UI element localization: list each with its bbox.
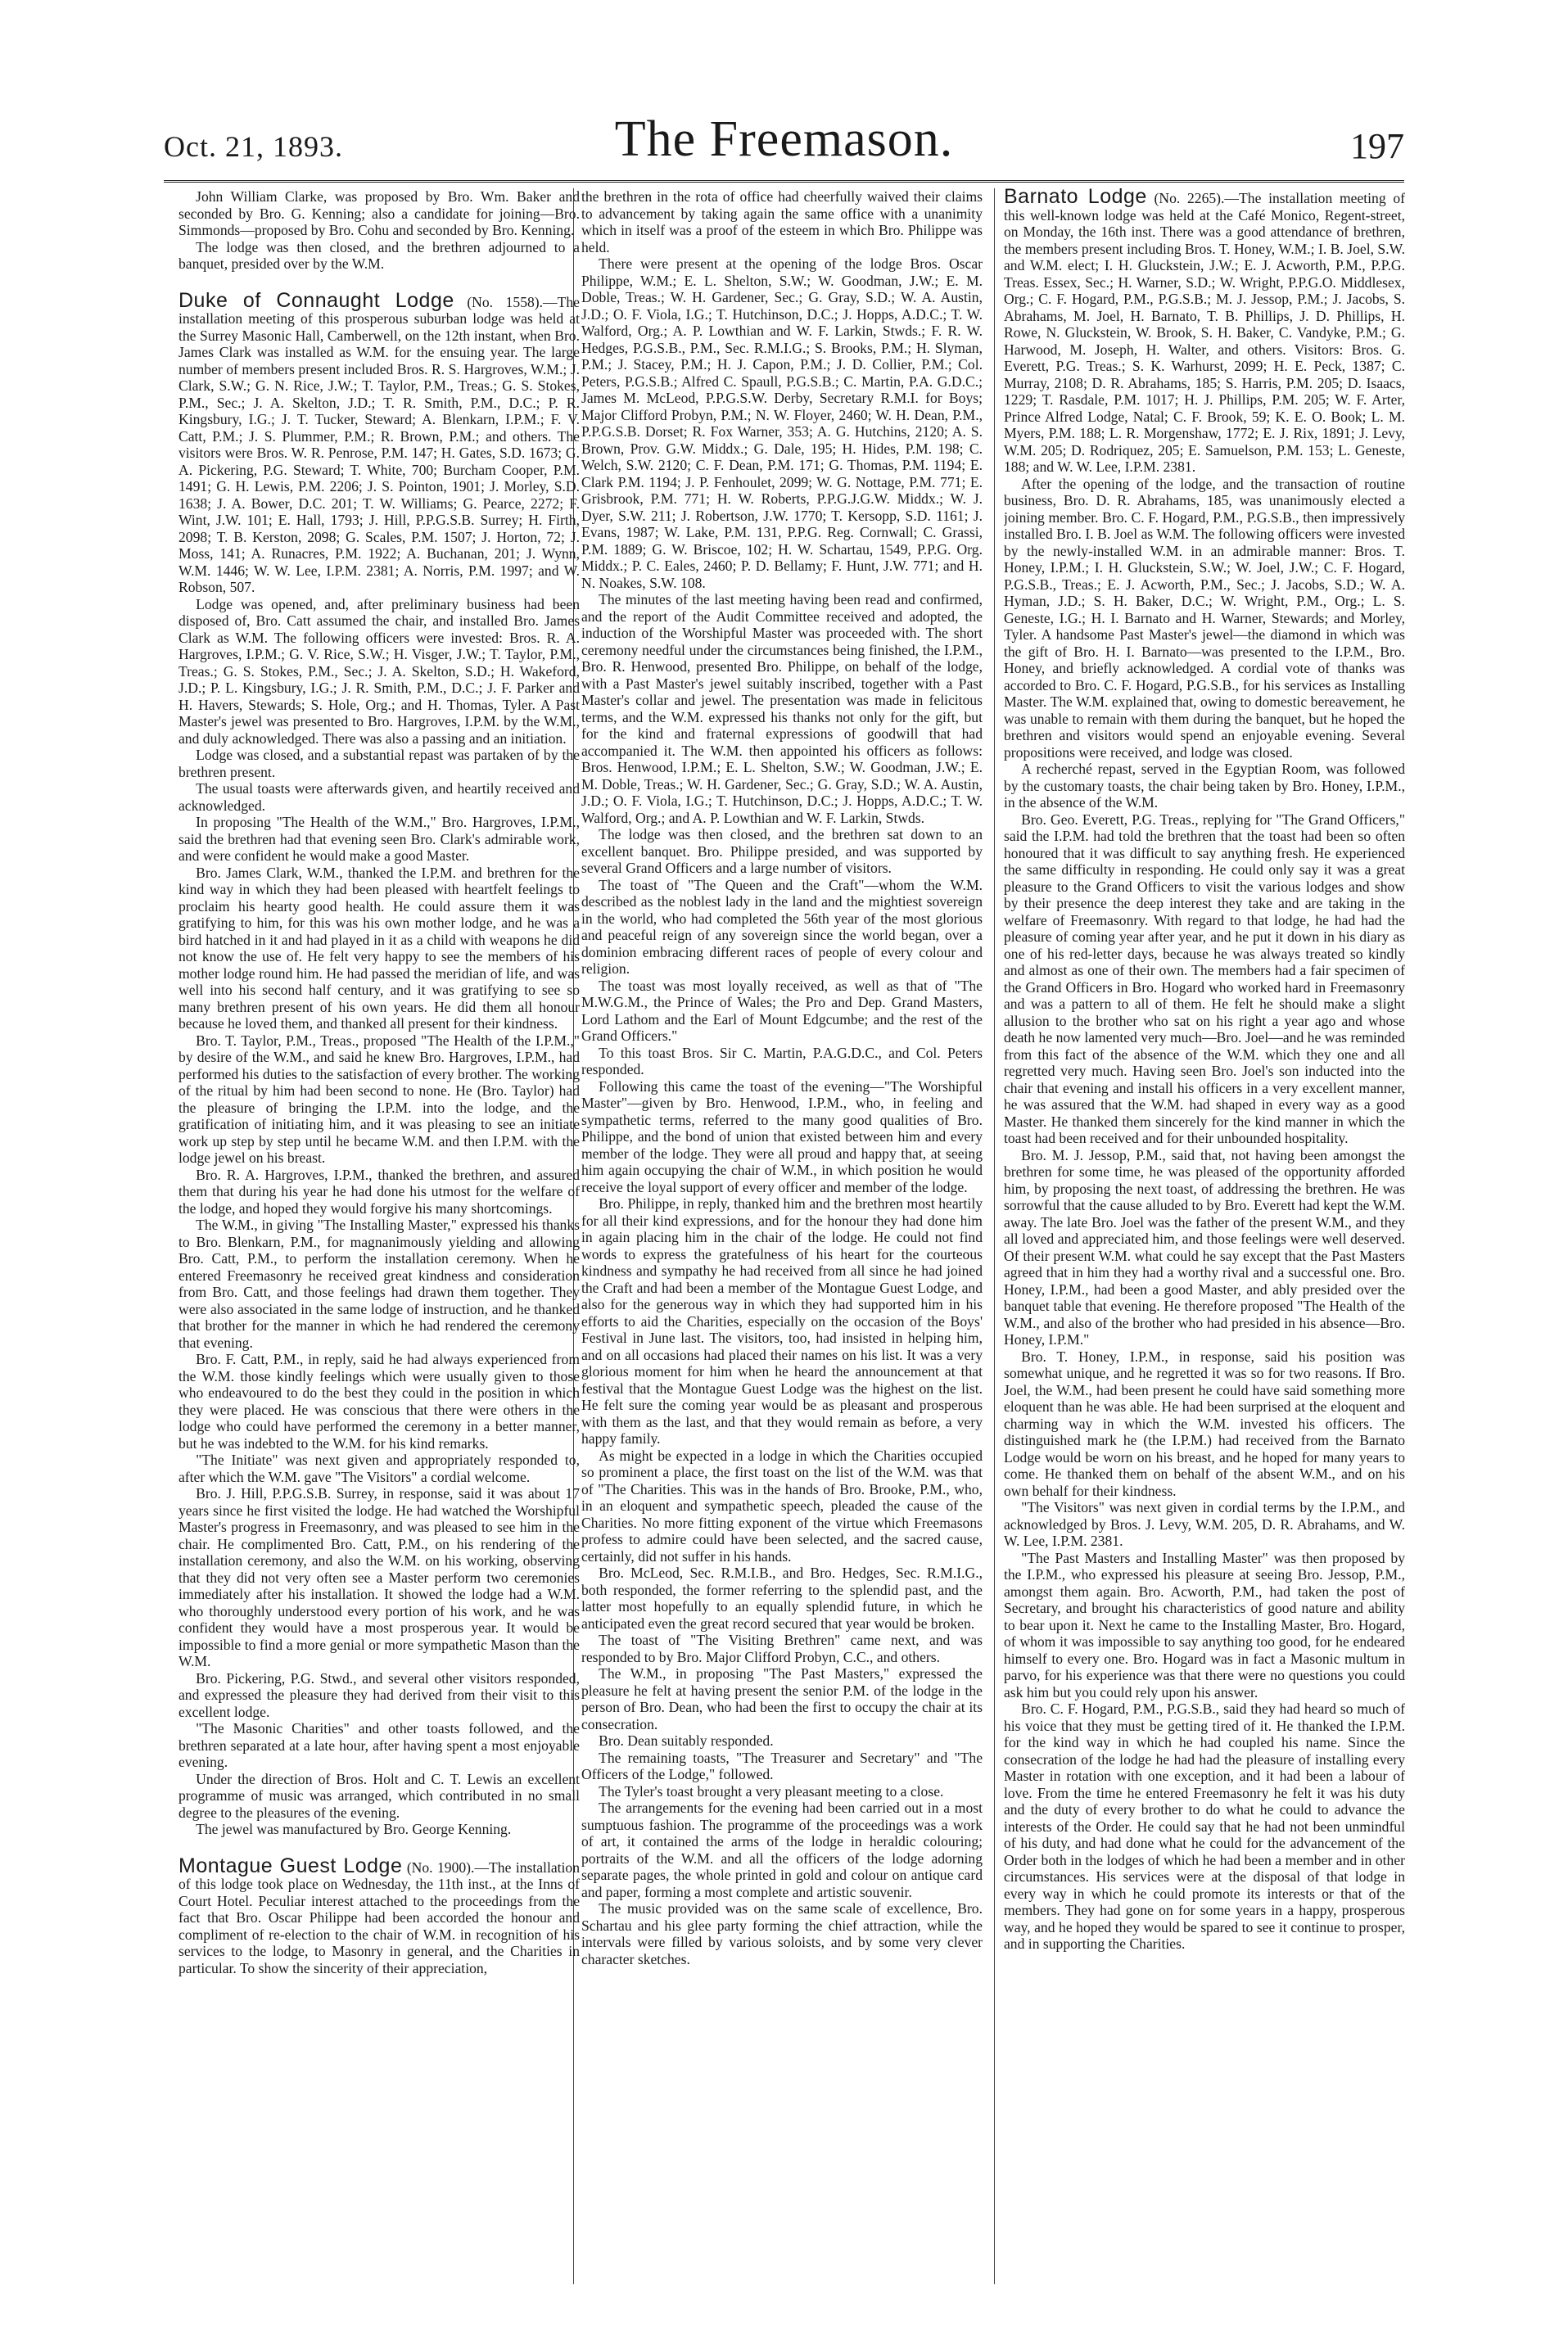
- column-divider: [994, 188, 995, 2284]
- article-paragraph: Bro. Dean suitably responded.: [599, 1732, 774, 1749]
- article-paragraph: Bro. Geo. Everett, P.G. Treas., replying for "The Grand Officers," said the I.P.M. had told the brethren that the toast had been so often honoured that it was difficult to say anything fresh. He experienced the same difficulty in responding. He could only say it was a great pleasure to the Grand Officers to visit the various lodges and show by their presence the deep interest they take and are taking in the welfare of Freemasonry. With regard to that lodge, he had had the pleasure of coming year after year, and he put it down in his diary as one of his red-letter days, because he was always treated so kindly and almost as one of their own. The members had a fair specimen of the Grand Officers in Bro. Hogard who worked hard in Freemasonry and was a pattern to all of them. He felt he should make a slight allusion to the brother who sat on his right a year ago and whose death he now lamented very much—Bro. Joel—and he was reminded from this fact of the absence of the W.M. which they one and all regretted very much. Having seen Bro. Joel's son inducted into the chair that evening and install his officers in a very excellent manner, he was assured that the W.M. had shaped in every way as a good Master. He thanked them sincerely for the kind manner in which the toast had been received and for their unbounded hospitality.: [1004, 811, 1405, 1146]
- column-1: [178, 188, 580, 2284]
- page-number: 197: [1350, 126, 1404, 166]
- article-paragraph: Bro. James Clark, W.M., thanked the I.P.M. and brethren for the kind way in which they had been pleased with heartfelt feelings to proclaim his hearty good health. He could assure them it was gratifying to him, for this was his own mother lodge, and he was a bird hatched in it and had played in it as a child with weapons he did not know the use of. He felt very happy to see the members of his mother lodge round him. He had passed the meridian of life, and was well into his second half century, and it was gratifying to see so many brethren present of his own years. He did them all honour because he loved them, and thanked all present for their kindness.: [178, 864, 580, 1032]
- paragraph-text: The installation of this lodge took place on Wednesday, the 11th inst., at the Inns of Court Hotel. Peculiar interest attached to the proceedings from the fact that Bro. Oscar Philippe had been accorded the honour and compliment of re-election to the chair of W.M. in recognition of his services to the lodge, to Masonry in general, and the Charities in particular. To show the sincerity of their appreciation,: [178, 1859, 580, 1976]
- article-paragraph: To this toast Bros. Sir C. Martin, P.A.G.D.C., and Col. Peters responded.: [581, 1044, 983, 1077]
- article-paragraph: The music provided was on the same scale of excellence, Bro. Schartau and his glee party forming the chief attraction, while the intervals were filled by various soloists, and by some very clever character sketches.: [581, 1900, 983, 1967]
- article-paragraph: The jewel was manufactured by Bro. George Kenning.: [196, 1821, 512, 1837]
- article-paragraph: The usual toasts were afterwards given, and heartily received and acknowledged.: [178, 780, 580, 814]
- article-paragraph: The Tyler's toast brought a very pleasant meeting to a close.: [599, 1782, 944, 1800]
- article-paragraph: Bro. T. Taylor, P.M., Treas., proposed "The Health of the I.P.M.," by desire of the W.M., and said he knew Bro. Hargroves, I.P.M., had performed his duties to the satisfaction of every brother. The working of the ritual by him had been second to none. He (Bro. Taylor) had the pleasure of bringing the I.P.M. into the lodge, and the gratification of initiating him, and it was pleasing to see an initiate work up step by step until he became W.M. and then I.P.M. with the lodge jewel on his breast.: [178, 1032, 580, 1166]
- article-paragraph: the brethren in the rota of office had cheerfully waived their claims to advancement by taking again the same office with a unanimity which in itself was a proof of the esteem in which Bro. Philippe was held.: [581, 188, 983, 255]
- issue-date: Oct. 21, 1893.: [164, 130, 343, 163]
- article-paragraph: Bro. F. Catt, P.M., in reply, said he had always experienced from the W.M. those kindly feelings which were usually given to those who endeavoured to do the best they could in the position in which they were placed. He was conscious that there were others in the lodge who could have performed the ceremony in a better manner, but he was indebted to the W.M. for his kind remarks.: [178, 1351, 580, 1452]
- article-paragraph: Lodge was opened, and, after preliminary business had been disposed of, Bro. Catt assumed the chair, and installed Bro. James Clark as W.M. The following officers were invested: Bros. R. A. Hargroves, I.P.M.; G. V. Rice, S.W.; H. Visger, J.W.; T. Taylor, P.M., Treas.; G. S. Stokes, P.M., Sec.; J. A. Skelton, S.D.; H. Wakeford, J.D.; P. L. Kingsbury, I.G.; J. R. Smith, P.M., D.C.; J. F. Parker and H. Havers, Stewards; S. Hole, Org.; and H. Thomas, Tyler. A Past Master's jewel was presented to Bro. Hargroves, I.P.M. by the W.M., and duly acknowledged. There was also a passing and an initiation.: [178, 595, 580, 747]
- article-paragraph: Bro. McLeod, Sec. R.M.I.B., and Bro. Hedges, Sec. R.M.I.G., both responded, the former referring to the splendid past, and the latter most hopefully to an equally splendid future, in which he anticipated even the great record secured that year would be broken.: [581, 1565, 983, 1632]
- article-paragraph: The W.M., in giving "The Installing Master," expressed his thanks to Bro. Blenkarn, P.M., for magnanimously yielding and allowing Bro. Catt, P.M., to perform the installation ceremony. When he entered Freemasonry he received great kindness and consideration from Bro. Catt, and those feelings had drawn them together. They were also associated in the same lodge of instruction, and he thanked that brother for the manner in which he had rendered the ceremony that evening.: [178, 1217, 580, 1351]
- paragraph-text: The installation meeting of this prosperous suburban lodge was held at the Surrey Masonic Hall, Camberwell, on the 12th instant, when Bro. James Clark was installed as W.M. for the ensuing year. The large number of members present included Bros. R. S. Hargroves, W.M.; J. Clark, S.W.; G. N. Rice, J.W.; T. Taylor, P.M., Treas.; G. S. Stokes, P.M., Sec.; J. A. Skelton, J.D.; T. R. Smith, P.M., D.C.; P. R. Kingsbury, I.G.; J. T. Tucker, Steward; A. Blenkarn, I.P.M.; F. V. Catt, P.M.; J. S. Plummer, P.M.; R. Brown, P.M.; and others. The visitors were Bros. W. R. Penrose, P.M. 147; H. Gates, S.D. 1673; G. A. Pickering, P.G. Steward; T. White, 700; Burcham Cooper, P.M. 1491; G. H. Lewis, P.M. 2206; J. S. Pointon, 1901; J. Morley, S.D. 1638; J. A. Bower, D.C. 201; T. W. Williams; G. Pearce, 2272; F. Wint, J.W. 101; E. Hall, 1793; J. Hill, P.P.G.S.B. Surrey; H. Firth, 2098; T. B. Kerston, 2098; G. Scales, P.M. 1507; J. Horton, 72; J. Moss, 141; A. Runacres, P.M. 1922; A. Buchanan, 201; J. Wynn, W.M. 1446; W. W. Lee, I.P.M. 2381; A. Norris, P.M. 1997; and W. Robson, 507.: [178, 293, 580, 595]
- article-paragraph: Bro. T. Honey, I.P.M., in response, said his position was somewhat unique, and he regretted it was so for two reasons. If Bro. Joel, the W.M., had been present he could have said something more eloquent than he was able. He had been surprised at the eloquent and charming way in which the W.M. invested his officers. The distinguished mark he (the I.P.M.) had received from the Barnato Lodge would be worn on his breast, and he hoped for many years to come. He thanked them on behalf of the absent W.M., and on his own behalf for their kindness.: [1004, 1348, 1405, 1499]
- article-paragraph: Bro. R. A. Hargroves, I.P.M., thanked the brethren, and assured them that during his year he had done his utmost for the welfare of the lodge, and hoped they would forgive his many shortcomings.: [178, 1166, 580, 1217]
- article-paragraph: Bro. C. F. Hogard, P.M., P.G.S.B., said they had heard so much of his voice that they must be getting tired of it. He thanked the I.P.M. for the kind way in which he had coupled his name. Since the consecration of the lodge he had had the pleasure of installing every Master in rotation with one exception, and it had been a labour of love. From the time he entered Freemasonry he felt it was his duty and the duty of every brother to do what he could to advance the interests of the Order. He could say that he had not been unmindful of his duty, and had done what he could for the advancement of the Order both in the lodges of which he had been a member and in other circumstances. His services were at the disposal of that lodge in every way in which he could promote its interests or that of the members. They had gone on for some years in a happy, prosperous way, and he hoped they would be spared to see it continue to prosper, and in supporting the Charities.: [1004, 1700, 1405, 1952]
- lodge-heading: Montague Guest Lodge: [178, 1854, 403, 1877]
- article-paragraph: Bro. Pickering, P.G. Stwd., and several other visitors responded, and expressed the pleasure they had derived from their visit to this excellent lodge.: [178, 1669, 580, 1720]
- article-paragraph: The lodge was then closed, and the brethren adjourned to a banquet, presided over by the W.M.: [178, 238, 580, 272]
- article-paragraph: In proposing "The Health of the W.M.," Bro. Hargroves, I.P.M., said the brethren had that evening seen Bro. Clark's admirable work, and were confident he would make a good Master.: [178, 814, 580, 864]
- article-lead-paragraph: [178, 1854, 580, 1977]
- article-paragraph: The minutes of the last meeting having been read and confirmed, and the report of the Audit Committee received and adopted, the induction of the Worshipful Master was proceeded with. The short ceremony needful under the circumstances being finished, the I.P.M., Bro. R. Henwood, presented Bro. Philippe, on behalf of the lodge, with a Past Master's jewel suitably inscribed, together with a Past Master's collar and jewel. The presentation was made in felicitous terms, and the W.M. expressed his thanks not only for the gift, but for the kind and fraternal expressions of goodwill that had accompanied it. The W.M. then appointed his officers as follows: Bros. Henwood, I.P.M.; E. L. Shelton, S.W.; W. Goodman, J.W.; E. M. Doble, Treas.; W. H. Gardener, Sec.; G. Gray, S.D.; W. A. Austin, J.D.; O. F. Viola, I.G.; T. Hutchinson, D.C.; J. Hopps, A.D.C.; T. W. Walford, Org.; and A. P. Lowthian and W. F. Larkin, Stwds.: [581, 591, 983, 826]
- article-paragraph: A recherché repast, served in the Egyptian Room, was followed by the customary toasts, the chair being taken by Bro. Honey, I.P.M., in the absence of the W.M.: [1004, 761, 1405, 811]
- article-paragraph: The toast of "The Queen and the Craft"—whom the W.M. described as the noblest lady in the land and the mightiest sovereign in the world, who had completed the 56th year of the most glorious and peaceful reign of any sovereign since the world began, over a dominion embracing different races of people of every colour and religion.: [581, 876, 983, 977]
- article-paragraph: "The Masonic Charities" and other toasts followed, and the brethren separated at a late hour, after having spent a most enjoyable evening.: [178, 1720, 580, 1770]
- article-paragraph: "The Past Masters and Installing Master" was then proposed by the I.P.M., who expressed his pleasure at seeing Bro. Jessop, P.M., amongst them again. Bro. Acworth, P.M., had taken the post of Secretary, and brought his characteristics of good nature and ability to bear upon it. Next he came to the Installing Master, Bro. Hogard, of whom it was impossible to say anything too good, for he endeared himself to every one. Bro. Hogard was in fact a Masonic multum in parvo, for his experience was that there were no questions you could ask him but you could rely upon his answer.: [1004, 1549, 1405, 1700]
- article-paragraph: The lodge was then closed, and the brethren sat down to an excellent banquet. Bro. Philippe presided, and was supported by several Grand Officers and a large number of visitors.: [581, 826, 983, 876]
- article-paragraph: Lodge was closed, and a substantial repast was partaken of by the brethren present.: [178, 747, 580, 780]
- lodge-heading: Barnato Lodge: [1004, 188, 1147, 208]
- article-paragraph: Bro. J. Hill, P.P.G.S.B. Surrey, in response, said it was about 17 years since he first visited the lodge. He had watched the Worshipful Master's progress in Freemasonry, and was pleased to see him in the chair. He complimented Bro. Catt, P.M., on his rendering of the installation ceremony, and also the W.M. on his working, observing that they did not very often see a Master perform two ceremonies immediately after his installation. It showed the lodge had a W.M. who thoroughly understood every portion of his work, and he was confident they would have a most prosperous year. It would be impossible to find a more genial or more sympathetic Mason than the W.M.: [178, 1485, 580, 1669]
- lodge-heading: Duke of Connaught Lodge: [178, 288, 454, 312]
- article-paragraph: Bro. Philippe, in reply, thanked him and the brethren most heartily for all their kind expressions, and for the honour they had done him in again placing him in the chair of the lodge. He could not find words to express the gratefulness of his heart for the courteous kindness and sympathy he had received from all since he had joined the Craft and had been a member of the Montague Guest Lodge, and also for the generous way in which they had supported him in his efforts to aid the Charities, especially on the occasion of the Boys' Festival in June last. The visitors, too, had insisted in helping him, and on all occasions had placed their names on his list. It was a very glorious moment for him when he heard the announcement at that festival that the Montague Guest Lodge was the highest on the list. He felt sure the coming year would be as pleasant and prosperous with them as the last, and that they would remain as before, a very happy family.: [581, 1195, 983, 1447]
- article-paragraph: The toast was most loyally received, as well as that of "The M.W.G.M., the Prince of Wales; the Pro and Dep. Grand Masters, Lord Lathom and the Earl of Mount Edgcumbe; and the rest of the Grand Officers.": [581, 977, 983, 1044]
- column-3: [1004, 188, 1405, 2284]
- article-paragraph: The W.M., in proposing "The Past Masters," expressed the pleasure he felt at having present the senior P.M. of the lodge in the person of Bro. Dean, who had been the first to occupy the chair at its consecration.: [581, 1665, 983, 1732]
- paragraph-text: The installation meeting of this well-known lodge was held at the Café Monico, Regent-street, on Monday, the 16th inst. There was a good attendance of brethren, the members present including Bros. T. Honey, W.M.; I. B. Joel, S.W. and W.M. elect; I. H. Gluckstein, J.W.; E. J. Acworth, P.M., P.P.G. Treas. Essex, Sec.; H. Warner, S.D.; W. Wright, P.P.G.O. Middlesex, Org.; C. F. Hogard, P.M., P.G.S.B.; M. J. Jessop, P.M.; J. Jacobs, S. Abrahams, M. Joel, H. Barnato, T. B. Phillips, J. D. Phillips, H. Rowe, N. Gluckstein, W. Brook, S. H. Baker, C. Vandyke, P.M.; G. Harwood, M. Joseph, H. Walter, and others. Visitors: Bros. G. Everett, P.G. Treas.; S. K. Warhurst, 2099; H. E. Peck, 1387; C. Murray, 2108; D. R. Abrahams, 185; S. Harris, P.M. 205; D. Isaacs, 1229; T. Rasdale, P.M. 1017; H. J. Phillips, P.M. 205; W. F. Arter, Prince Alfred Lodge, Natal; C. F. Brook, 59; K. E. O. Book; L. M. Myers, P.M. 188; L. R. Morgenshaw, 1772; E. J. Rix, 1891; J. Levy, W.M. 205; D. Rodriquez, 205; E. Samuelson, P.M. 153; L. Geneste, 188; and W. W. Lee, I.P.M. 2381.: [1004, 190, 1405, 475]
- masthead: [164, 111, 1404, 172]
- column-2: [581, 188, 983, 2284]
- lodge-number: (No. 1558).—: [467, 293, 558, 310]
- masthead-rule: [164, 180, 1404, 183]
- article-paragraph: The remaining toasts, "The Treasurer and Secretary" and "The Officers of the Lodge," followed.: [581, 1749, 983, 1782]
- publication-title: The Freemason.: [614, 111, 954, 167]
- article-paragraph: Bro. M. J. Jessop, P.M., said that, not having been amongst the brethren for some time, he was pleased of the opportunity afforded him, by proposing the next toast, of addressing the brethren. He was sorrowful that the cause alluded to by Bro. Everett had kept the W.M. away. The late Bro. Joel was the father of the present W.M., and they all loved and appreciated him, and those feelings were well deserved. Of their present W.M. what could he say except that the Past Masters agreed that in him they had a worthy rival and a successful one. Bro. Honey, I.P.M., had been a good Master, and ably presided over the banquet table that evening. He therefore proposed "The Health of the W.M., and also of the brother who had presided in his absence—Bro. Honey, I.P.M.": [1004, 1146, 1405, 1348]
- lodge-number: (No. 2265).—: [1154, 190, 1240, 206]
- article-paragraph: John William Clarke, was proposed by Bro. Wm. Baker and seconded by Bro. G. Kenning; also a candidate for joining—Bro. Simmonds—proposed by Bro. Cohu and seconded by Bro. Kenning.: [178, 188, 580, 238]
- article-lead-paragraph: [178, 288, 580, 596]
- lodge-number: (No. 1900).—: [406, 1859, 490, 1876]
- article-paragraph: Under the direction of Bros. Holt and C. T. Lewis an excellent programme of music was arranged, which contributed in no small degree to the pleasures of the evening.: [178, 1770, 580, 1821]
- article-paragraph: Following this came the toast of the evening—"The Worshipful Master"—given by Bro. Henwood, I.P.M., who, in feeling and sympathetic terms, referred to the many good qualities of Bro. Philippe, and the bond of union that existed between him and every member of the lodge. They were all proud and happy that, at seeing him again occupying the chair of W.M., in which position he would receive the loyal support of every officer and member of the lodge.: [581, 1077, 983, 1195]
- article-paragraph: "The Visitors" was next given in cordial terms by the I.P.M., and acknowledged by Bros. J. Levy, W.M. 205, D. R. Abrahams, and W. W. Lee, I.P.M. 2381.: [1004, 1499, 1405, 1549]
- article-paragraph: There were present at the opening of the lodge Bros. Oscar Philippe, W.M.; E. L. Shelton, S.W.; W. Goodman, J.W.; E. M. Doble, Treas.; W. H. Gardener, Sec.; G. Gray, S.D.; W. A. Austin, J.D.; O. F. Viola, I.G.; T. Hutchinson, D.C.; J. Hopps, A.D.C.; T. W. Walford, Org.; A. P. Lowthian and W. F. Larkin, Stwds.; F. R. W. Hedges, P.G.S.B., P.M., Sec. R.M.I.G.; S. Brooks, P.M.; H. Slyman, P.M.; J. Stacey, P.M.; H. J. Capon, P.M.; J. D. Collier, P.M.; Col. Peters, P.G.S.B.; Alfred C. Spaull, P.G.S.B.; C. Martin, P.A. G.D.C.; James M. McLeod, P.P.G.S.W. Derby, Secretary R.M.I. for Boys; Major Clifford Probyn, P.M.; N. W. Floyer, 2460; W. H. Dean, P.M., P.P.G.S.B. Dorset; R. Fox Warner, 353; A. G. Hutchins, 2120; A. S. Brown, Prov. G.W. Middx.; G. Dale, 195; H. Hides, P.M. 198; C. Welch, S.W. 2120; C. F. Dean, P.M. 171; G. Thomas, P.M. 1194; E. Clark P.M. 1194; J. P. Fenhoulet, 2099; W. G. Nottage, P.M. 771; E. Grisbrook, P.M. 771; H. W. Roberts, P.P.G.J.G.W. Middx.; W. J. Dyer, S.W. 211; J. Robertson, J.W. 1770; T. Kersopp, S.D. 1161; J. Evans, 1987; W. Lake, P.M. 131, P.P.G. Reg. Cornwall; C. Grassi, P.M. 1889; G. W. Briscoe, 102; H. W. Schartau, 1549, P.P.G. Org. Middx.; P. C. Eales, 2460; P. D. Bellamy; F. Hunt, J.W. 771; and H. N. Noakes, S.W. 108.: [581, 255, 983, 591]
- article-paragraph: The toast of "The Visiting Brethren" came next, and was responded to by Bro. Major Clifford Probyn, C.C., and others.: [581, 1632, 983, 1665]
- article-paragraph: After the opening of the lodge, and the transaction of routine business, Bro. D. R. Abrahams, 185, was unanimously elected a joining member. Bro. C. F. Hogard, P.M., P.G.S.B., then impressively installed Bro. I. B. Joel as W.M. The following officers were invested by the newly-installed W.M. in an admirable manner: Bros. T. Honey, I.P.M.; I. H. Gluckstein, S.W.; W. Joel, J.W.; C. F. Hogard, P.G.S.B., Treas.; E. J. Acworth, P.M., Sec.; J. Jacobs, S.D.; W. A. Hyman, J.D.; S. H. Baker, D.C.; W. Wright, P.M., Org.; L. S. Geneste, I.G.; H. I. Barnato and H. Warner, Stewards; and Morley, Tyler. A handsome Past Master's jewel—the diamond in which was the gift of Bro. H. I. Barnato—was presented to the I.P.M., Bro. Honey, and briefly acknowledged. A cordial vote of thanks was accorded to Bro. C. F. Hogard, P.G.S.B., for his services as Installing Master. The W.M. explained that, owing to domestic bereavement, he was unable to remain with them during the banquet, but he hoped the brethren and visitors would spend an enjoyable evening. Several propositions were received, and lodge was closed.: [1004, 475, 1405, 761]
- article-lead-paragraph: [1004, 188, 1405, 476]
- article-paragraph: The arrangements for the evening had been carried out in a most sumptuous fashion. The programme of the proceedings was a work of art, it contained the arms of the lodge in heraldic colouring; portraits of the W.M. and all the officers of the lodge adorning separate pages, the whole printed in gold and colour on antique card and paper, forming a most complete and artistic souvenir.: [581, 1800, 983, 1900]
- article-paragraph: "The Initiate" was next given and appropriately responded to, after which the W.M. gave "The Visitors" a cordial welcome.: [178, 1452, 580, 1485]
- article-paragraph: As might be expected in a lodge in which the Charities occupied so prominent a place, the first toast on the list of the W.M. was that of "The Charities. This was in the hands of Bro. Brooke, P.M., who, in an eloquent and sympathetic speech, pleaded the cause of the Charities. No more fitting exponent of the virtue which Freemasons profess to admire could have been selected, and the sacred cause, certainly, did not suffer in his hands.: [581, 1447, 983, 1565]
